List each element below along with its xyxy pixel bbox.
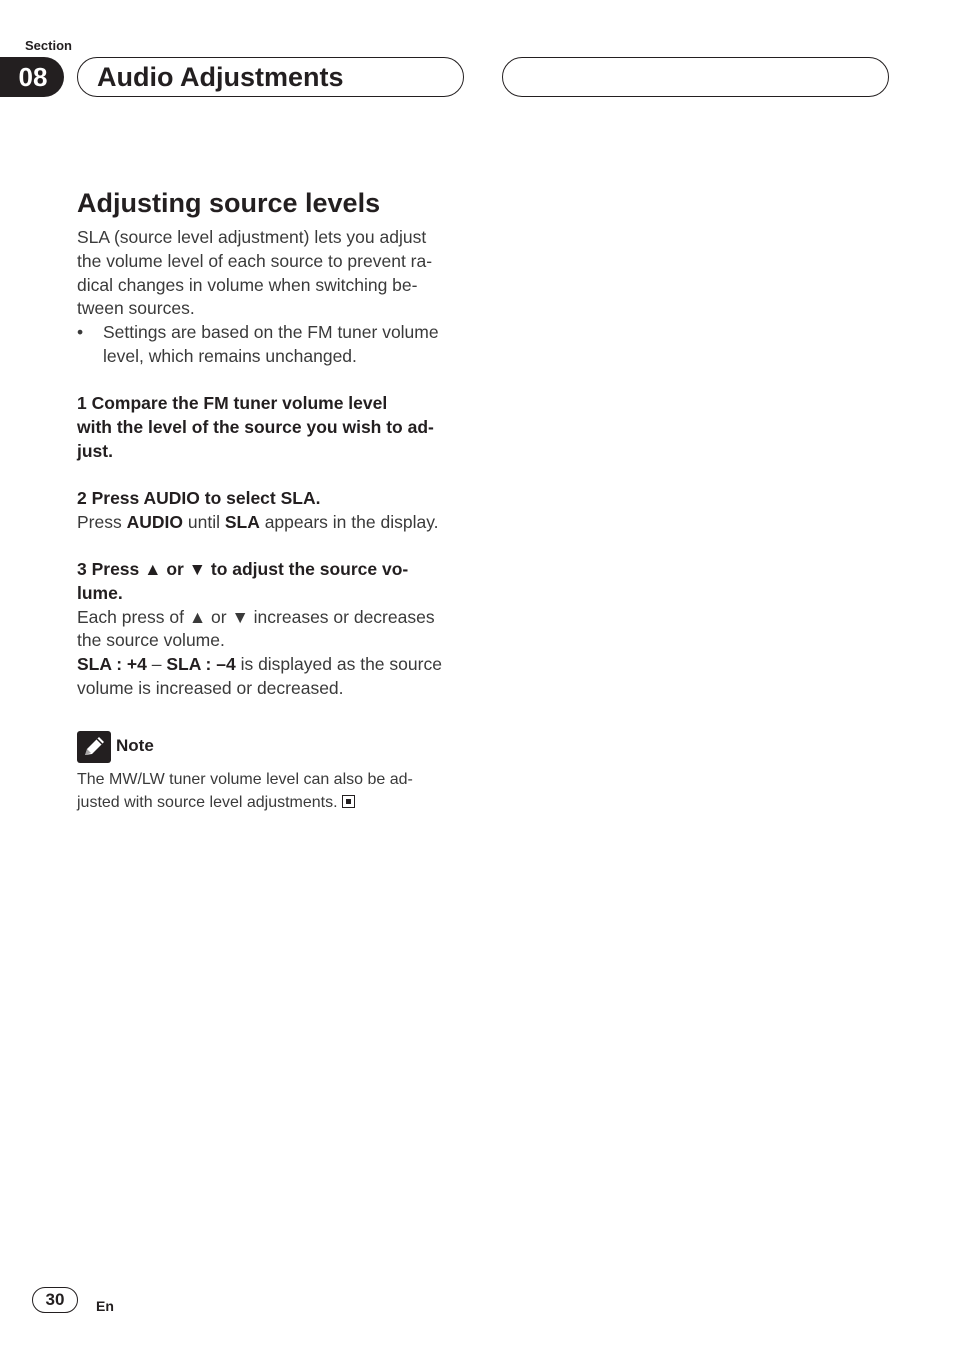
step-3-desc-line: the source volume. [77,630,225,651]
page-heading: Adjusting source levels [77,188,381,218]
step-3-range-line-2: volume is increased or decreased. [77,677,344,698]
bold-sla-minus: SLA : –4 [166,654,236,675]
bullet-line: Settings are based on the FM tuner volume [103,322,439,343]
step-3-title-line: 3 Press ▲ or ▼ to adjust the source vo- [77,559,409,579]
step-3-desc-line: Each press of ▲ or ▼ increases or decreases [77,606,435,627]
text-run: until [183,511,225,532]
page-number: 30 [32,1287,78,1313]
text-run: Press [77,511,127,532]
bold-sla: SLA [224,511,260,532]
intro-line: SLA (source level adjustment) lets you adjust [77,227,427,247]
note-text [77,769,457,814]
section-title: Audio Adjustments [97,62,344,92]
note-label: Note [116,736,154,755]
step-1 [77,392,467,463]
bullet-symbol: • [77,322,84,343]
note-line: The MW/LW tuner volume level can also be ad- [77,771,413,788]
pencil-note-icon [77,731,111,763]
step-2 [77,487,467,535]
step-3-range-line [77,653,467,677]
end-of-section-icon [342,795,355,808]
language-code: En [96,1298,114,1314]
text-run: appears in the display. [259,511,439,532]
section-number-tab: 08 [0,57,64,97]
intro-paragraph [77,226,467,369]
step-2-title: 2 Press AUDIO to select SLA. [77,488,321,508]
step-1-line: just. [77,440,113,461]
intro-line: the volume level of each source to prevent ra- [77,250,433,271]
section-label: Section [25,38,72,53]
step-1-line: 1 Compare the FM tuner volume level [77,393,388,413]
step-3-title-line: lume. [77,582,123,603]
step-3 [77,558,467,701]
intro-line: tween sources. [77,298,195,319]
text-run: – [146,654,167,675]
note-line [77,792,457,815]
empty-header-frame [502,57,889,97]
note-line-text: justed with source level adjustments. [77,793,338,811]
step-1-line: with the level of the source you wish to ad- [77,416,434,437]
step-2-text [77,511,467,535]
bullet-item [77,321,467,369]
intro-line: dical changes in volume when switching be- [77,274,418,295]
bold-audio: AUDIO [126,511,183,532]
bullet-line: level, which remains unchanged. [103,345,357,366]
text-run: is displayed as the source [235,654,442,675]
bold-sla-plus: SLA : +4 [77,654,147,675]
